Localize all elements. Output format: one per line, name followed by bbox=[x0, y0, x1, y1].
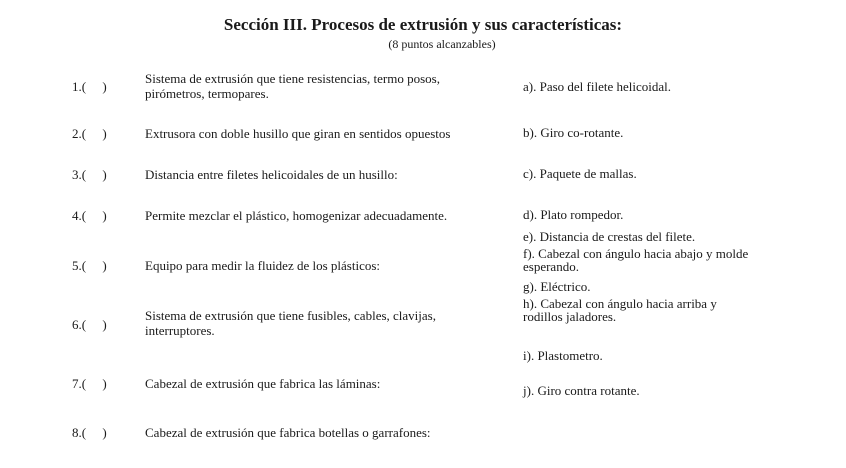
answer-option-c: c). Paquete de mallas. bbox=[523, 166, 637, 181]
answer-option-f: f). Cabezal con ángulo hacia abajo y molde esperando. bbox=[523, 246, 749, 274]
question-number: 5.( ) bbox=[72, 258, 107, 273]
question-text: Sistema de extrusión que tiene fusibles, cables, clavijas, interruptores. bbox=[145, 308, 436, 338]
answer-option-d: d). Plato rompedor. bbox=[523, 207, 624, 222]
question-number: 6.( ) bbox=[72, 317, 107, 332]
question-text: Sistema de extrusión que tiene resistencias, termo posos, pirómetros, termopares. bbox=[145, 71, 440, 101]
section-subtitle: (8 puntos alcanzables) bbox=[388, 37, 496, 51]
question-number: 7.( ) bbox=[72, 376, 107, 391]
answer-option-e: e). Distancia de crestas del filete. bbox=[523, 229, 696, 244]
answer-option-b: b). Giro co-rotante. bbox=[523, 125, 624, 140]
answer-option-j: j). Giro contra rotante. bbox=[523, 383, 640, 398]
question-number: 2.( ) bbox=[72, 126, 107, 141]
answer-option-h: h). Cabezal con ángulo hacia arriba y rodillos jaladores. bbox=[523, 296, 717, 324]
question-text: Distancia entre filetes helicoidales de un husillo: bbox=[145, 167, 398, 182]
question-text: Cabezal de extrusión que fabrica las láminas: bbox=[145, 376, 381, 391]
answer-option-a: a). Paso del filete helicoidal. bbox=[523, 79, 672, 94]
question-number: 1.( ) bbox=[72, 79, 107, 94]
question-text: Permite mezclar el plástico, homogenizar adecuadamente. bbox=[145, 208, 448, 223]
question-text: Equipo para medir la fluidez de los plásticos: bbox=[145, 258, 381, 273]
answer-option-g: g). Eléctrico. bbox=[523, 279, 591, 294]
question-number: 4.( ) bbox=[72, 208, 107, 223]
question-text: Extrusora con doble husillo que giran en sentidos opuestos bbox=[145, 126, 451, 141]
answer-option-i: i). Plastometro. bbox=[523, 348, 603, 363]
question-text: Cabezal de extrusión que fabrica botellas o garrafones: bbox=[145, 425, 431, 440]
section-title: Sección III. Procesos de extrusión y sus características: bbox=[223, 15, 623, 34]
question-number: 3.( ) bbox=[72, 167, 107, 182]
question-number: 8.( ) bbox=[72, 425, 107, 440]
